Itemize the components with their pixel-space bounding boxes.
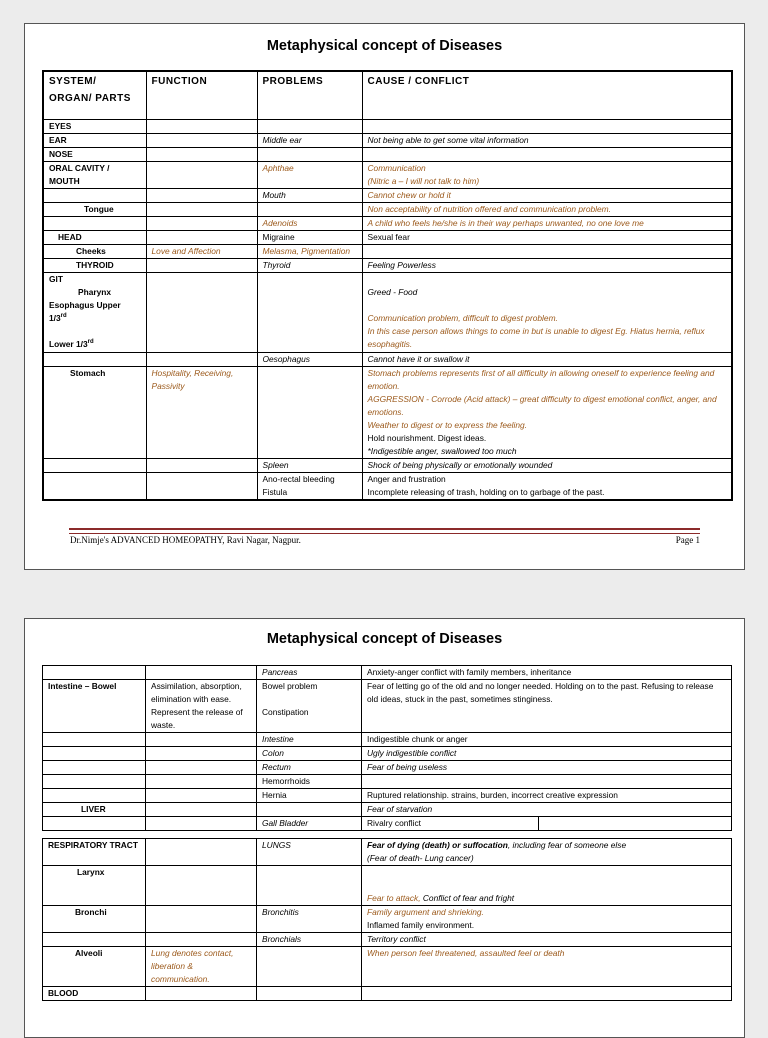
cause-line: *Indigestible anger, swallowed too much — [367, 445, 517, 456]
cause-cell — [362, 866, 732, 906]
table-row — [43, 733, 732, 747]
cause-line: Communication problem, difficult to digest problem. — [367, 312, 558, 323]
cause-cell: Territory conflict — [362, 933, 732, 947]
cause-cell — [362, 817, 732, 831]
table-row — [43, 258, 732, 272]
table-row — [43, 680, 732, 733]
problem-cell: Intestine — [257, 733, 362, 747]
page-title: Metaphysical concept of Diseases — [266, 38, 503, 54]
table-row — [43, 244, 732, 258]
cause-cell: Not being able to get some vital information — [362, 133, 732, 147]
cause-cell: Ugly indigestible conflict — [362, 747, 732, 761]
header-problems: PROBLEMS — [257, 71, 362, 119]
cause-cell: A child who feels he/she is in their way perhaps unwanted, no one love me — [362, 216, 732, 230]
header-cause: CAUSE / CONFLICT — [362, 71, 732, 119]
problem-cell: Mouth — [257, 188, 362, 202]
cause-cell: Feeling Powerless — [362, 258, 732, 272]
cause-line: Family argument and shrieking. — [367, 907, 484, 917]
table-row — [43, 747, 732, 761]
cause-line: Communication — [367, 162, 426, 173]
function-cell: Assimilation, absorption, elimination with ease. Represent the release of waste. — [146, 680, 257, 733]
problem-cell: Rectum — [257, 761, 362, 775]
organ-cell: RESPIRATORY TRACT — [43, 839, 146, 866]
cause-cell: When person feel threatened, assaulted feel or death — [362, 947, 732, 987]
cause-line: Rivalry conflict — [367, 818, 421, 828]
footer-rule — [69, 528, 700, 534]
problem-cell: Spleen — [257, 458, 362, 472]
table-row — [43, 216, 732, 230]
cause-cell — [362, 906, 732, 933]
cause-cell: Non acceptability of nutrition offered and communication problem. — [362, 202, 732, 216]
superscript: rd — [87, 338, 94, 345]
organ-line: Lower 1/3 — [49, 338, 88, 349]
organ-cell: NOSE — [43, 147, 146, 161]
organ-cell: Intestine – Bowel — [43, 680, 146, 733]
table-row — [43, 866, 732, 906]
disease-table — [42, 70, 733, 501]
problem-cell: Adenoids — [257, 216, 362, 230]
page-footer — [70, 535, 700, 545]
organ-cell: ORAL CAVITY / MOUTH — [43, 161, 146, 188]
table-row — [43, 817, 732, 831]
cause-line: Weather to digest or to express the feeling. — [367, 419, 528, 430]
organ-cell: Alveoli — [43, 947, 146, 987]
problem-cell: Aphthae — [257, 161, 362, 188]
cause-line: Stomach problems represents first of all difficulty in allowing oneself to experience feeling and emotion. — [367, 367, 715, 391]
table-row — [43, 906, 732, 933]
organ-cell: Stomach — [43, 366, 146, 458]
table-row — [43, 230, 732, 244]
table-row — [43, 775, 732, 789]
cause-cell: Fear of letting go of the old and no longer needed. Holding on to the past. Refusing to release old ideas, stuck in the past, sometimes stinginess. — [362, 680, 732, 733]
cause-line: , including fear of someone else — [507, 840, 627, 850]
table-row — [43, 161, 732, 188]
problem-line: Constipation — [262, 707, 309, 717]
problem-cell: Hemorrhoids — [257, 775, 362, 789]
problem-cell: Bronchitis — [257, 906, 362, 933]
cause-line: (Nitric a – I will not talk to him) — [367, 175, 480, 186]
table-row — [43, 366, 732, 458]
problem-line: Fistula — [262, 486, 288, 497]
table-row — [43, 133, 732, 147]
table-row — [43, 666, 732, 680]
cause-line: In this case person allows things to come in but is unable to digest Eg. Hiatus hernia, reflux esophagitis. — [367, 325, 705, 349]
table-row — [43, 947, 732, 987]
cause-cell: Indigestible chunk or anger — [362, 733, 732, 747]
cause-cell — [362, 839, 732, 866]
cause-cell: Cannot chew or hold it — [362, 188, 732, 202]
organ-cell: THYROID — [43, 258, 146, 272]
table-row — [43, 987, 732, 1001]
function-cell: Hospitality, Receiving, Passivity — [146, 366, 257, 458]
cause-line: (Fear of death- Lung cancer) — [367, 853, 474, 863]
cause-cell: Ruptured relationship. strains, burden, incorrect creative expression — [362, 789, 732, 803]
function-cell: Lung denotes contact, liberation & communication. — [146, 947, 257, 987]
problem-cell — [257, 680, 362, 733]
page-1 — [24, 23, 745, 570]
problem-cell: Pancreas — [257, 666, 362, 680]
table-row — [43, 761, 732, 775]
disease-table-2 — [42, 665, 732, 1001]
organ-cell: Larynx — [43, 866, 146, 906]
page-number: Page 1 — [675, 535, 700, 545]
problem-cell: Colon — [257, 747, 362, 761]
table-row — [43, 803, 732, 817]
problem-cell — [257, 472, 362, 500]
table-row — [43, 202, 732, 216]
cause-cell — [362, 272, 732, 352]
page-2 — [24, 618, 745, 1038]
table-row — [43, 352, 732, 366]
cause-cell — [362, 366, 732, 458]
cause-cell — [362, 161, 732, 188]
function-cell: Love and Affection — [146, 244, 257, 258]
problem-cell: Bronchials — [257, 933, 362, 947]
problem-cell: Oesophagus — [257, 352, 362, 366]
header-function: FUNCTION — [146, 71, 257, 119]
organ-cell: HEAD — [43, 230, 146, 244]
cause-line: Incomplete releasing of trash, holding on to garbage of the past. — [367, 486, 605, 497]
table-header-row — [43, 71, 732, 119]
table-row — [43, 839, 732, 866]
table-row — [43, 147, 732, 161]
organ-cell: EAR — [43, 133, 146, 147]
header-system: SYSTEM/ ORGAN/ PARTS — [43, 71, 146, 119]
problem-cell: Melasma, Pigmentation — [257, 244, 362, 258]
table-row — [43, 119, 732, 133]
problem-line: Bowel problem — [262, 681, 318, 691]
organ-cell: LIVER — [43, 803, 146, 817]
problem-line: Ano-rectal bleeding — [262, 473, 335, 484]
organ-line: Esophagus Upper 1/3 — [49, 299, 121, 323]
footer-left: Dr.Nimje's ADVANCED HOMEOPATHY, Ravi Nagar, Nagpur. — [70, 535, 301, 545]
cause-cell: Anxiety-anger conflict with family members, inheritance — [362, 666, 732, 680]
organ-cell: EYES — [43, 119, 146, 133]
organ-cell: BLOOD — [43, 987, 146, 1001]
problem-cell: LUNGS — [257, 839, 362, 866]
superscript: rd — [60, 312, 67, 319]
cause-line: Anger and frustration — [367, 473, 446, 484]
cause-line: AGGRESSION - Corrode (Acid attack) – great difficulty to digest emotional conflict, anger, and emotions. — [367, 393, 717, 417]
cause-line: Inflamed family environment. — [367, 920, 475, 930]
problem-cell: Gall Bladder — [257, 817, 362, 831]
organ-line: Pharynx — [78, 286, 112, 297]
problem-cell: Migraine — [257, 230, 362, 244]
table-row — [43, 933, 732, 947]
organ-cell: Cheeks — [43, 244, 146, 258]
cause-line: Conflict of fear and fright — [420, 893, 515, 903]
organ-cell: Bronchi — [43, 906, 146, 933]
table-row — [43, 789, 732, 803]
cause-cell: Fear of starvation — [362, 803, 732, 817]
cause-cell: Fear of being useless — [362, 761, 732, 775]
table-row — [43, 472, 732, 500]
table-row — [43, 188, 732, 202]
organ-line: GIT — [49, 273, 63, 284]
cause-cell: Cannot have it or swallow it — [362, 352, 732, 366]
problem-cell: Middle ear — [257, 133, 362, 147]
table-row — [43, 272, 732, 352]
cause-cell — [362, 472, 732, 500]
problem-cell: Hernia — [257, 789, 362, 803]
page-title: Metaphysical concept of Diseases — [266, 631, 503, 647]
cause-line: Greed - Food — [367, 286, 418, 297]
cause-cell: Sexual fear — [362, 230, 732, 244]
table-row — [43, 458, 732, 472]
problem-cell: Thyroid — [257, 258, 362, 272]
cause-emphasis: Fear of dying (death) or suffocation — [367, 840, 508, 850]
organ-cell: Tongue — [43, 202, 146, 216]
cause-cell: Shock of being physically or emotionally wounded — [362, 458, 732, 472]
organ-cell — [43, 272, 146, 352]
cause-line: Hold nourishment. Digest ideas. — [367, 432, 487, 443]
cause-line: Fear to attack, — [367, 893, 421, 903]
